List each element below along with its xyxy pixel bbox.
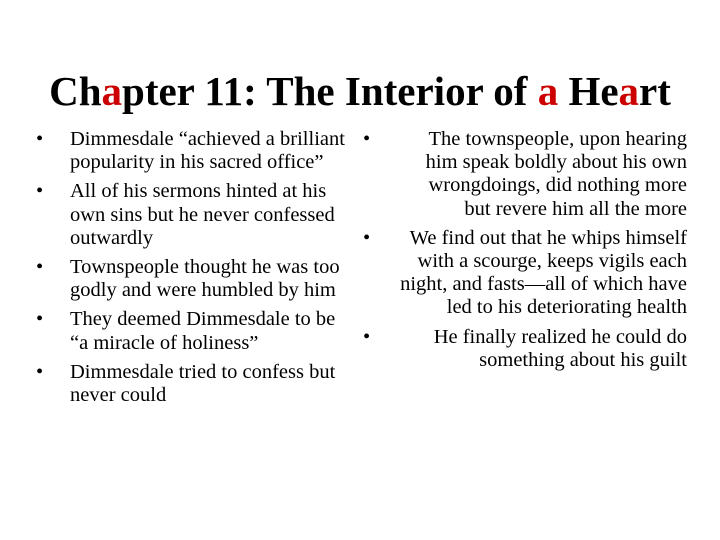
bullet-item [357, 128, 687, 221]
bullet-icon: • [363, 226, 371, 249]
bullet-item [32, 361, 352, 407]
bullet-icon: • [363, 325, 371, 348]
title-part-accent: a [537, 68, 559, 115]
bullet-icon: • [36, 256, 44, 279]
bullet-item [32, 256, 352, 302]
bullet-text: Dimmesdale tried to confess but never could [70, 360, 336, 407]
left-bullet-list [32, 128, 352, 413]
bullet-item [357, 326, 687, 372]
bullet-icon: • [36, 360, 44, 383]
bullet-text: They deemed Dimmesdale to be “a miracle of holiness” [70, 308, 336, 354]
bullet-text: Dimmesdale “achieved a brilliant popularity in his sacred office” [70, 128, 345, 174]
bullet-item [32, 308, 352, 354]
bullet-icon: • [36, 180, 44, 203]
bullet-icon: • [36, 128, 44, 150]
title-part-accent: a [618, 68, 640, 115]
right-bullet-list [357, 128, 687, 378]
bullet-item [32, 180, 352, 250]
title-part: He [558, 68, 619, 115]
bullet-item [357, 227, 687, 320]
bullet-icon: • [363, 128, 371, 150]
bullet-text: All of his sermons hinted at his own sins but he never confessed outwardly [70, 180, 335, 249]
title-part: rt [639, 68, 671, 115]
bullet-text: We find out that he whips himself with a scourge, keeps vigils each night, and fasts—all of which have led to his deteriorating health [400, 226, 687, 319]
bullet-item [32, 128, 352, 174]
bullet-text: The townspeople, upon hearing him speak boldly about his own wrongdoings, did nothing more but revere him all the more [425, 128, 687, 220]
slide-title [0, 69, 720, 114]
title-part: pter 11: The Interior of [122, 68, 538, 115]
title-part-accent: a [101, 68, 123, 115]
bullet-text: Townspeople thought he was too godly and were humbled by him [70, 256, 340, 302]
title-part: Ch [49, 68, 102, 115]
bullet-text: He finally realized he could do something about his guilt [433, 325, 687, 371]
bullet-icon: • [36, 308, 44, 331]
